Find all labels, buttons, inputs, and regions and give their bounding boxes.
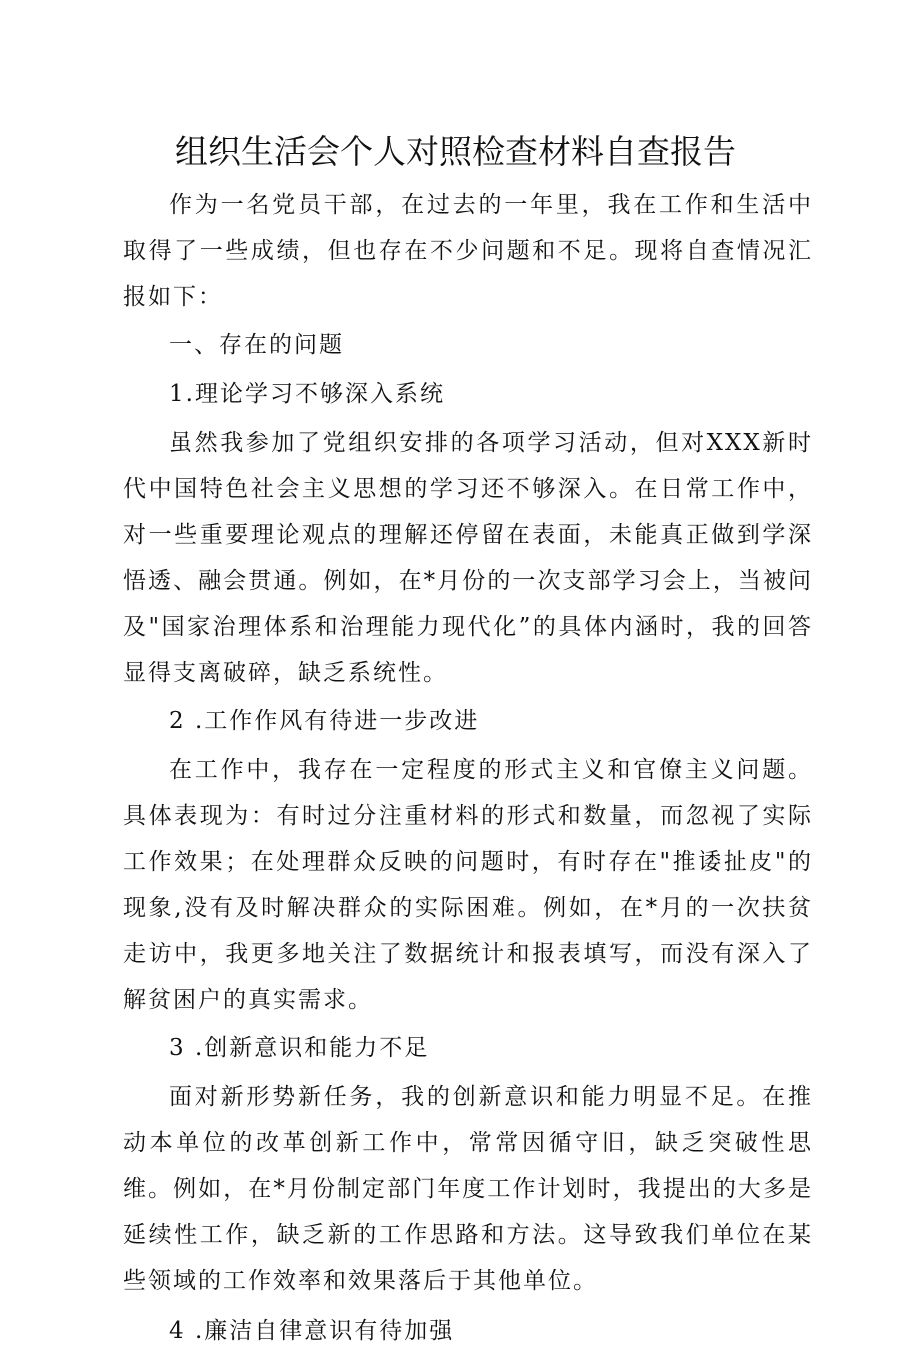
section-heading-problems: 一、存在的问题 (169, 332, 344, 358)
document-title: 组织生活会个人对照检查材料自查报告 (175, 132, 736, 171)
item-3-paragraph: 面对新形势新任务，我的创新意识和能力明显不足。在推动本单位的改革创新工作中，常常因循守旧，缺乏突破性思维。例如，在*月份制定部门年度工作计划时，我提出的大多是延续性工作，缺乏新的工作思路和方法。这导致我们单位在某些领域的工作效率和效果落后于其他单位。 (123, 1084, 813, 1294)
document-body (123, 182, 813, 1357)
item-2-paragraph: 在工作中，我存在一定程度的形式主义和官僚主义问题。具体表现为：有时过分注重材料的形式和数量，而忽视了实际工作效果；在处理群众反映的问题时，有时存在"推诿扯皮"的现象,没有及时解决群众的实际困难。例如，在*月的一次扶贫走访中，我更多地关注了数据统计和报表填写，而没有深入了解贫困户的真实需求。 (123, 757, 813, 1013)
item-1-heading: 1.理论学习不够深入系统 (169, 381, 445, 407)
item-3-heading: 3 .创新意识和能力不足 (169, 1035, 430, 1061)
item-4-heading: 4 .廉洁自律意识有待加强 (169, 1318, 455, 1344)
intro-paragraph: 作为一名党员干部，在过去的一年里，我在工作和生活中取得了一些成绩，但也存在不少问题和不足。现将自查情况汇报如下： (123, 192, 813, 310)
item-2-heading: 2 .工作作风有待进一步改进 (169, 708, 480, 734)
item-1-paragraph: 虽然我参加了党组织安排的各项学习活动，但对XXX新时代中国特色社会主义思想的学习还不够深入。在日常工作中，对一些重要理论观点的理解还停留在表面，未能真正做到学深悟透、融会贯通。例如，在*月份的一次支部学习会上，当被问及"国家治理体系和治理能力现代化”的具体内涵时，我的回答显得支离破碎，缺乏系统性。 (123, 430, 813, 686)
